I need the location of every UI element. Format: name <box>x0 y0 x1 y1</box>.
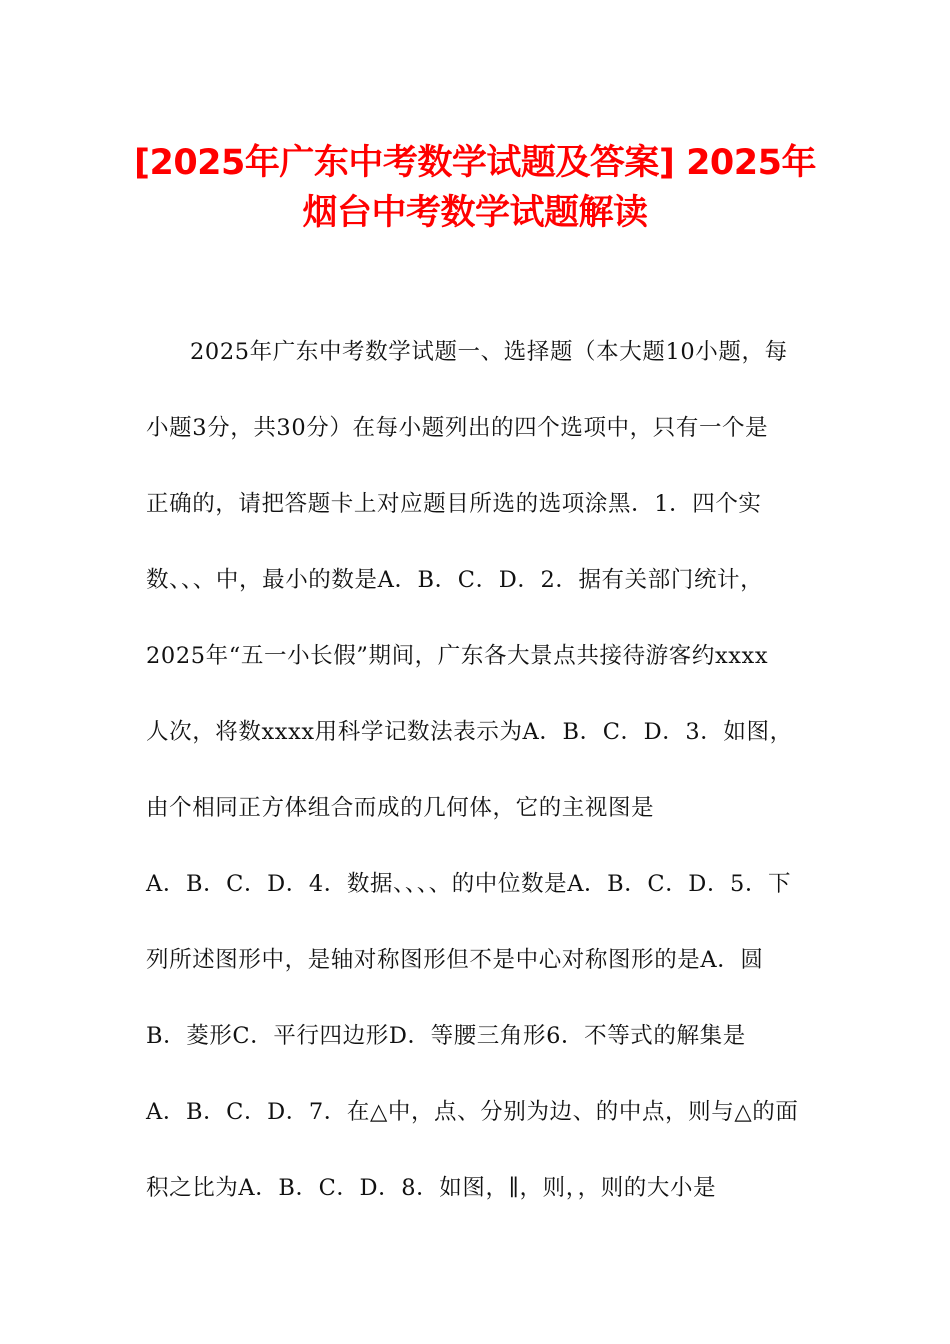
document-title <box>100 138 850 238</box>
body-line: A．B．C．D．7．在△中，点、分别为边、的中点，则与△的面 <box>146 1099 799 1125</box>
body-line: 2025年“五一小长假”期间，广东各大景点共接待游客约xxxx <box>146 643 769 669</box>
body-line: A．B．C．D．4．数据、、、、的中位数是A．B．C．D．5．下 <box>146 871 792 897</box>
body-line: 积之比为A．B．C．D．8．如图，∥，则，，则的大小是 <box>146 1175 717 1201</box>
body-line: 由个相同正方体组合而成的几何体，它的主视图是 <box>146 795 655 821</box>
body-line: 人次，将数xxxx用科学记数法表示为A．B．C．D．3．如图， <box>146 719 793 745</box>
title-line-1: [2025年广东中考数学试题及答案] 2025年 <box>133 143 816 183</box>
body-line: 正确的，请把答题卡上对应题目所选的选项涂黑．1．四个实 <box>146 491 762 517</box>
body-line: 列所述图形中，是轴对称图形但不是中心对称图形的是A．圆 <box>146 947 764 973</box>
body-line: 小题3分，共30分）在每小题列出的四个选项中，只有一个是 <box>146 415 769 441</box>
title-line-2: 烟台中考数学试题解读 <box>302 193 648 233</box>
body-line: B．菱形C．平行四边形D．等腰三角形6．不等式的解集是 <box>146 1023 746 1049</box>
body-line: 2025年广东中考数学试题一、选择题（本大题10小题，每 <box>190 339 788 365</box>
body-line: 数、、、中，最小的数是A．B．C．D．2．据有关部门统计， <box>146 567 764 593</box>
document-body <box>146 322 806 1234</box>
